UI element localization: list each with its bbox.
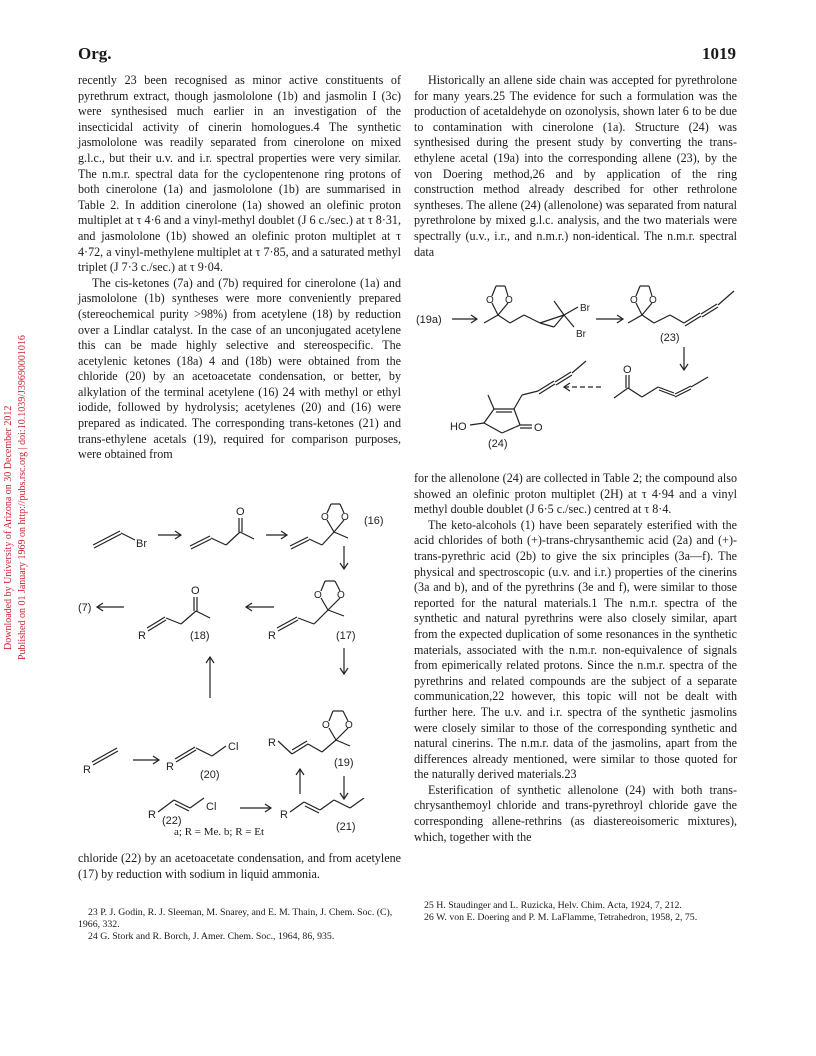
- download-notice: Downloaded by University of Arizona on 30 December 2012: [3, 405, 14, 650]
- svg-text:O: O: [321, 512, 329, 523]
- svg-text:R: R: [138, 630, 146, 642]
- allene-acetal-23-structure: [628, 286, 734, 326]
- svg-text:R: R: [268, 737, 276, 749]
- svg-text:O: O: [505, 295, 513, 306]
- svg-text:R: R: [83, 764, 91, 776]
- footnote-25: 25 H. Staudinger and L. Ruzicka, Helv. Chim. Acta, 1924, 7, 212.: [424, 900, 682, 911]
- svg-text:Br: Br: [580, 303, 590, 314]
- svg-text:O: O: [534, 422, 543, 434]
- paragraph: recently 23 been recognised as minor active constituents of pyrethrum extract, though jasmololone (1b) and jasmolin I (3c) were synthesised much earlier in an investigation of the insecticidal activity of cinerin homologues.4 The synthetic jasmololone was readily separated from cinerolone on mixed g.l.c., but their u.v. and i.r. spectral properties were very similar. The n.m.r. spectral data for the cyclopentenone ring protons of both cinerolone (1a) and jasmololone (1b) are summarised in Table 2. In addition cinerolone (1a) showed an olefinic proton multiplet at τ 4·6 and a vinyl-methyl doublet (J 6 c./sec.) at τ 8·31, and jasmololone (1b) showed an olefinic proton multiplet at τ 4·72, a vinyl-methylene multiplet at τ 7·85, and a saturated methyl triplet (J 7·3 c./sec.) at τ 9·04.: [78, 73, 401, 275]
- svg-text:O: O: [314, 590, 322, 601]
- synthesis-scheme-2: [414, 283, 737, 453]
- paragraph: Historically an allene side chain was accepted for pyrethrolone for many years.25 The evidence for such a formulation was the production of acetaldehyde on ozonolysis, shown later 6 to be due to contamination with cinerolone (1a). Structure (24) was synthesised during the present study by converting the trans-ethylene acetal (19a) into the corresponding allene (23), by the von Doering method,26 and by application of the ring construction method already described for other rethrolone syntheses. The allene (24) (allenolone) was separated from natural pyrethrolone by mixed g.l.c. analysis, and the two materials were spectrally (u.v., i.r., and n.m.r.) non-identical. The n.m.r. spectral data: [414, 73, 737, 259]
- trans-ketone-21-structure: [280, 798, 364, 821]
- allenolone-24-structure: [450, 361, 586, 434]
- left-column-continuation: [78, 851, 401, 882]
- right-column-continuation: [414, 471, 737, 845]
- propargyl-bromide-structure: [93, 531, 147, 550]
- svg-text:Br: Br: [576, 329, 586, 340]
- dibromocyclopropane-structure: [484, 286, 591, 340]
- svg-text:O: O: [486, 295, 494, 306]
- left-footnotes: [78, 907, 401, 943]
- acetal-17-structure: [268, 581, 345, 642]
- scheme-caption: a; R = Me. b; R = Et: [174, 826, 265, 838]
- svg-text:R: R: [268, 630, 276, 642]
- svg-text:R: R: [148, 809, 156, 821]
- left-column-text: [78, 73, 401, 463]
- footnote-24: 24 G. Stork and R. Borch, J. Amer. Chem. Soc., 1964, 86, 935.: [88, 931, 335, 942]
- svg-text:O: O: [623, 364, 632, 376]
- compound-label-22: (22): [162, 815, 182, 827]
- paragraph: chloride (22) by an acetoacetate condensation, and from acetylene (17) by reduction with sodium in liquid ammonia.: [78, 851, 401, 881]
- svg-text:O: O: [236, 506, 245, 518]
- publication-notice: Published on 01 January 1969 on http://pubs.rsc.org | doi:10.1039/J39690001016: [17, 335, 28, 660]
- compound-label-19: (19): [334, 757, 354, 769]
- compound-label-23: (23): [660, 332, 680, 344]
- svg-text:R: R: [166, 761, 174, 773]
- allenic-ketone-structure: [614, 364, 708, 398]
- compound-label-19a: (19a): [416, 314, 442, 326]
- svg-text:HO: HO: [450, 421, 467, 433]
- footnote-26: 26 W. von E. Doering and P. M. LaFlamme, Tetrahedron, 1958, 2, 75.: [424, 912, 698, 923]
- svg-text:O: O: [630, 295, 638, 306]
- compound-label-16: (16): [364, 515, 384, 527]
- compound-label-18: (18): [190, 630, 210, 642]
- right-column-text: [414, 73, 737, 260]
- compound-label-20: (20): [200, 769, 220, 781]
- svg-text:Cl: Cl: [206, 801, 217, 813]
- compound-label-17: (17): [336, 630, 356, 642]
- running-head-journal: Org.: [78, 44, 112, 63]
- svg-text:R: R: [280, 809, 288, 821]
- footnote-23: 23 P. J. Godin, R. J. Sleeman, M. Snarey, and E. M. Thain, J. Chem. Soc. (C), 1966, 332.: [78, 907, 393, 930]
- svg-text:O: O: [341, 512, 349, 523]
- acetal-16-structure: [290, 504, 349, 549]
- paragraph: The cis-ketones (7a) and (7b) required for cinerolone (1a) and jasmololone (1b) syntheses were more conveniently prepared (stereochemical purity >98%) from acetylene (18) by reduction over a Lindlar catalyst. In the case of an unconjugated acetylene this can be made highly selective and stereospecific. The acetylenic ketones (18a) 4 and (18b) were obtained from the chloride (20) by an acetoacetate condensation, or better, by alkylation of the terminal acetylene (16) 24 with methyl or ethyl iodide, followed by hydrolysis; acetylenes (20) and (16) were prepared as indicated. The corresponding trans-ketones (21) and trans-ethylene acetals (19), required for comparison purposes, were obtained from: [78, 275, 401, 462]
- terminal-alkyne-structure: [83, 748, 118, 776]
- svg-text:O: O: [322, 720, 330, 731]
- paragraph: The keto-alcohols (1) have been separately esterified with the acid chlorides of both (+)-trans-chrysanthemic acid (2a) and (+)-trans-pyrethric acid (2b) to give the six principles (3a—f). The physical and spectroscopic (u.v. and i.r.) properties of the cinerins (3a and b), and of the pyrethrins (3e and f), were similar to those reported for the natural materials.1 The n.m.r. spectra of the synthetic and natural pyrethrins were also closely similar, apart from the expected duplication of some resonances in the synthetic materials, associated with the n.m.r. non-equivalence of signals from epimerically related protons. Since the n.m.r. spectra of the pyrethrins and related compounds are the subject of a separate communication,22 however, this topic will not be dealt with further here. The u.v. and i.r. spectra of the synthetic jasmolins were closely similar to those of the corresponding synthetic and natural cinerins. The n.m.r. data of the jasmolins, apart from the differences already mentioned, were similar to those quoted for the naturally derived materials.23: [414, 517, 737, 782]
- page-number: 1019: [702, 44, 736, 63]
- svg-text:O: O: [337, 590, 345, 601]
- synthesis-scheme-1-bottom: [78, 798, 408, 848]
- compound-label-24: (24): [488, 438, 508, 450]
- compound-label-7: (7): [78, 602, 92, 614]
- synthesis-scheme-1: [78, 498, 408, 823]
- svg-text:Cl: Cl: [228, 741, 239, 753]
- bromine-label: Br: [136, 538, 147, 550]
- right-footnotes: [414, 900, 737, 924]
- svg-text:O: O: [345, 720, 353, 731]
- trans-acetal-19-structure: [268, 711, 353, 754]
- svg-text:O: O: [649, 295, 657, 306]
- acetylenic-ketone-structure: [190, 506, 254, 549]
- paragraph: Esterification of synthetic allenolone (24) with both trans-chrysanthemoyl chloride and trans-pyrethroyl chloride gave the corresponding allene-rethrins (as diastereoisomeric mixtures), which, together with the: [414, 782, 737, 844]
- compound-label-21: (21): [336, 821, 356, 833]
- paragraph: for the allenolone (24) are collected in Table 2; the compound also showed an olefinic proton multiplet (2H) at τ 4·94 and a vinyl methyl double doublet (J 6·5 c./sec.) centred at τ 8·4.: [414, 471, 737, 517]
- svg-text:O: O: [191, 585, 200, 597]
